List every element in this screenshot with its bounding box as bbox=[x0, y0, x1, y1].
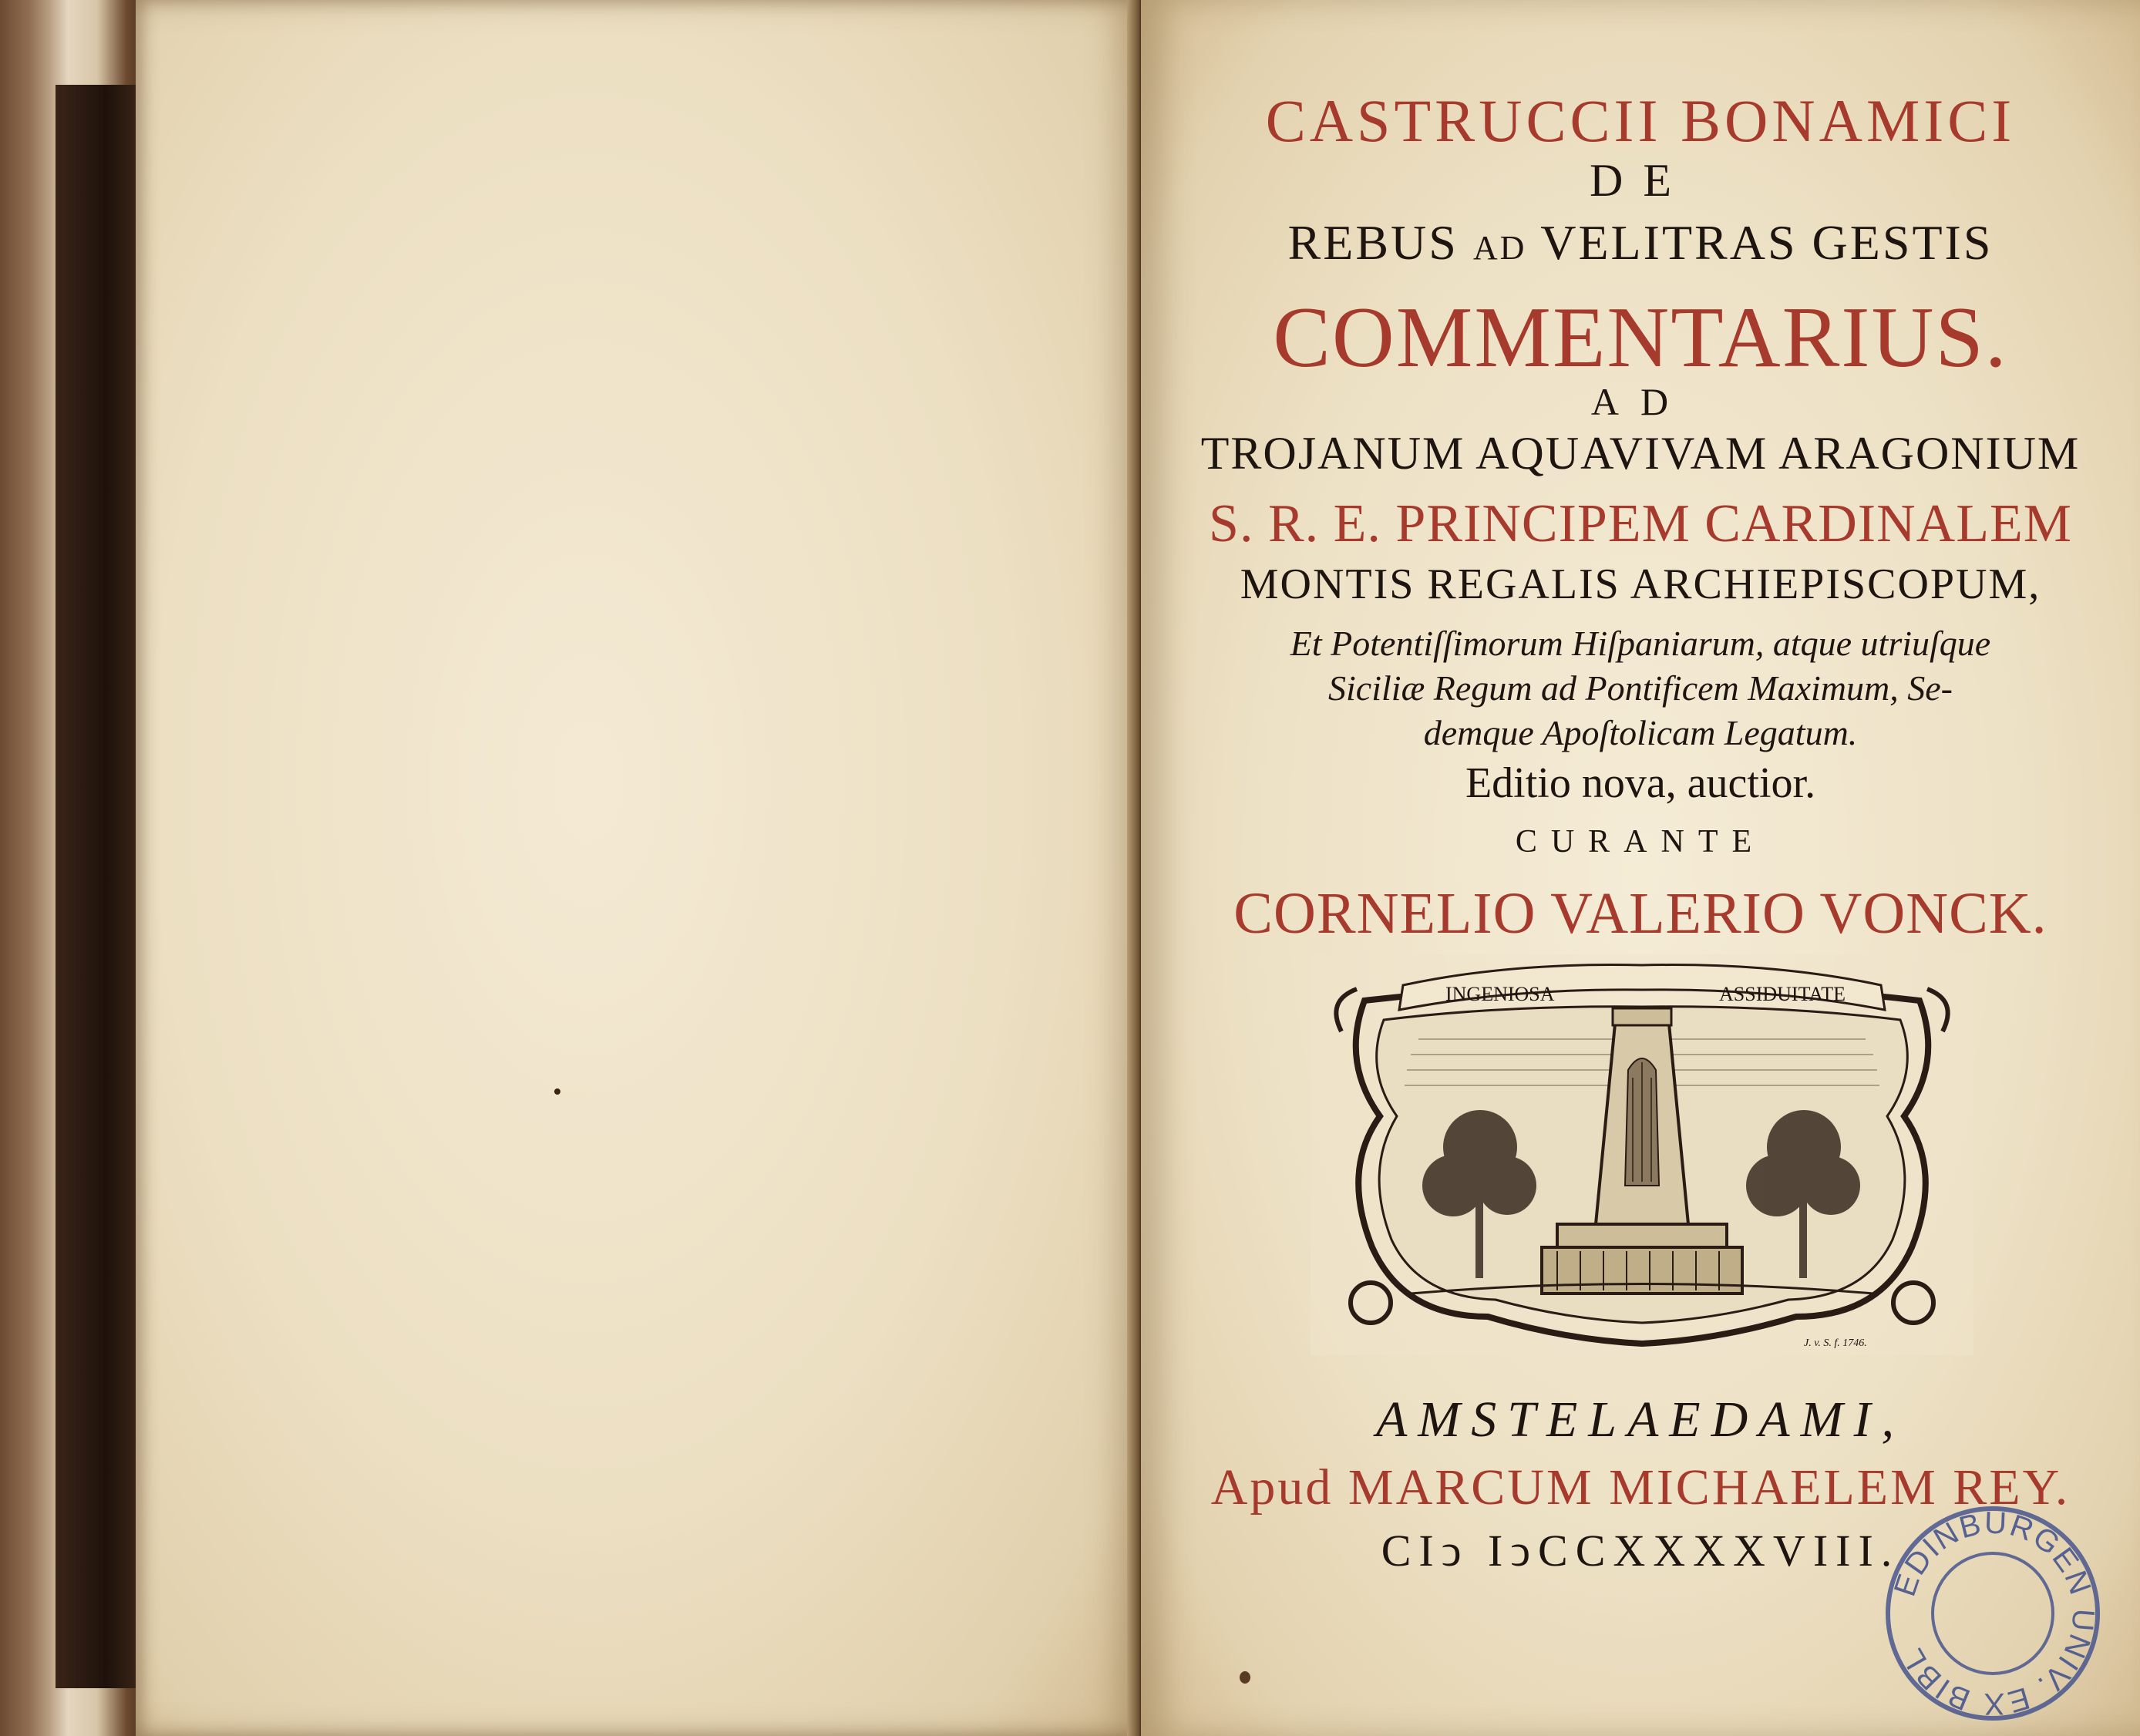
publisher-name: MARCUM MICHAELEM REY. bbox=[1348, 1459, 2071, 1516]
title-page bbox=[1141, 0, 2140, 1736]
subject-line bbox=[1141, 214, 2140, 271]
subject-pre: REBUS bbox=[1287, 215, 1459, 270]
subject-ad: AD bbox=[1472, 229, 1527, 267]
stamp-text: EDINBURGEN UNIV. EX BIBL bbox=[1887, 1506, 2101, 1721]
curante-line: CURANTE bbox=[1515, 824, 1766, 860]
left-page-blank bbox=[136, 0, 1141, 1736]
legate-line-3: demque Apoſtolicam Legatum. bbox=[1423, 713, 1858, 752]
legate-line-2: Siciliæ Regum ad Pontificem Maximum, Se- bbox=[1328, 668, 1953, 708]
legate-line-1: Et Potentiſſimorum Hiſpaniarum, atque utriuſque bbox=[1290, 624, 1991, 663]
engraver-signature: J. v. S. f. 1746. bbox=[1804, 1337, 1867, 1349]
editor-line: CORNELIO VALERIO VONCK. bbox=[1233, 881, 2047, 946]
library-stamp bbox=[1881, 1502, 2105, 1725]
work-title: COMMENTARIUS. bbox=[1273, 290, 2008, 385]
date-line: CIↄ IↄCCXXXXVIII. bbox=[1381, 1526, 1900, 1576]
subject-post: VELITRAS GESTIS bbox=[1540, 215, 1994, 270]
vignette-motto-right: ASSIDUITATE bbox=[1719, 983, 1846, 1005]
dedicatee-office-line: MONTIS REGALIS ARCHIEPISCOPUM, bbox=[1240, 560, 2041, 608]
binding-shadow bbox=[56, 85, 140, 1688]
edition-line: Editio nova, auctior. bbox=[1465, 759, 1816, 807]
dedicatee-line: TROJANUM AQUAVIVAM ARAGONIUM bbox=[1200, 428, 2081, 479]
dedicatee-title-line: S. R. E. PRINCIPEM CARDINALEM bbox=[1209, 494, 2072, 553]
de-line: DE bbox=[1590, 155, 1691, 206]
place-line: AMSTELAEDAMI, bbox=[1375, 1391, 1906, 1448]
ad-line: AD bbox=[1590, 380, 1691, 423]
publisher-apud: Apud bbox=[1210, 1459, 1334, 1516]
author-line: CASTRUCCII BONAMICI bbox=[1265, 87, 2016, 154]
vignette-motto-left: INGENIOSA bbox=[1445, 983, 1555, 1005]
ink-speck bbox=[1240, 1671, 1250, 1684]
engraved-vignette bbox=[1311, 954, 1973, 1355]
ink-speck bbox=[554, 1088, 560, 1095]
